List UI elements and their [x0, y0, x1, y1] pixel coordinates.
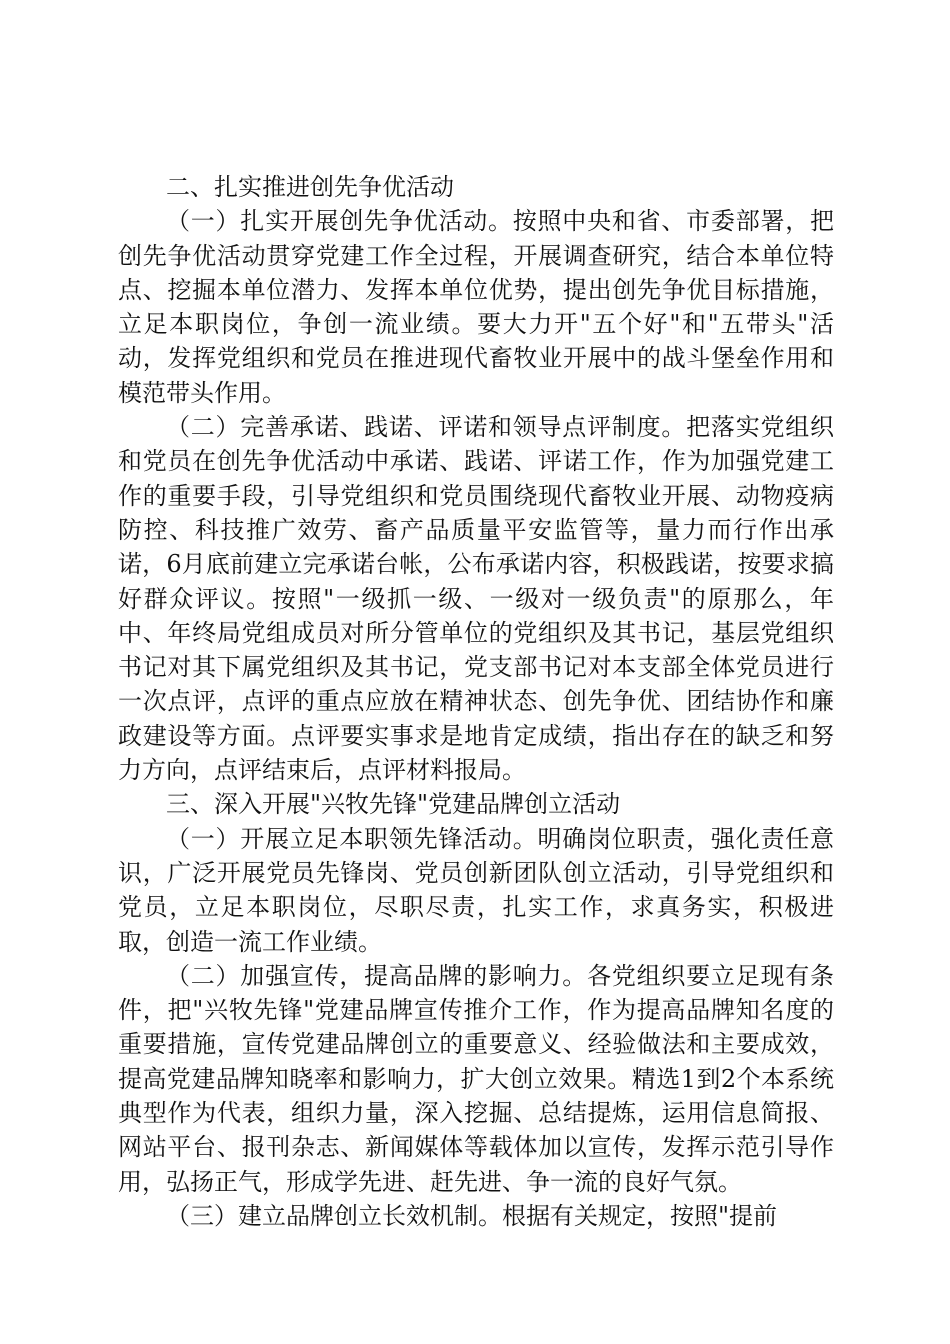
paragraph-2-2: （二）完善承诺、践诺、评诺和领导点评制度。把落实党组织和党员在创先争优活动中承诺、践诺、评诺工作，作为加强党建工作的重要手段，引导党组织和党员围绕现代畜牧业开展、动物疫病防控、科技推广效劳、畜产品质量平安监管等，量力而行作出承诺，6月底前建立完承诺台帐，公布承诺内容，积极践诺，按要求搞好群众评议。按照"一级抓一级、一级对一级负责"的原那么，年中、年终局党组成员对所分管单位的党组织及其书记，基层党组织书记对其下属党组织及其书记，党支部书记对本支部全体党员进行一次点评，点评的重点应放在精神状态、创先争优、团结协作和廉政建设等方面。点评要实事求是地肯定成绩，指出存在的缺乏和努力方向，点评结束后，点评材料报局。	[118, 413, 834, 785]
paragraph-3-2: （二）加强宣传，提高品牌的影响力。各党组织要立足现有条件，把"兴牧先锋"党建品牌宣传推介工作，作为提高品牌知名度的重要措施，宣传党建品牌创立的重要意义、经验做法和主要成效，提高党建品牌知晓率和影响力，扩大创立效果。精选1到2个本系统典型作为代表，组织力量，深入挖掘、总结提炼，运用信息简报、网站平台、报刊杂志、新闻媒体等载体加以宣传，发挥示范引导作用，弘扬正气，形成学先进、赶先进、争一流的良好气氛。	[118, 961, 834, 1196]
section-heading-2: 二、扎实推进创先争优活动	[166, 173, 454, 201]
paragraph-3-1: （一）开展立足本职领先锋活动。明确岗位职责，强化责任意识，广泛开展党员先锋岗、党员创新团队创立活动，引导党组织和党员，立足本职岗位，尽职尽责，扎实工作，求真务实，积极进取，创造一流工作业绩。	[118, 824, 834, 956]
document-body	[118, 170, 834, 1233]
paragraph-3-3: （三）建立品牌创立长效机制。根据有关规定，按照"提前	[166, 1201, 778, 1230]
section-heading-3: 三、深入开展"兴牧先锋"党建品牌创立活动	[166, 790, 621, 819]
paragraph-2-1: （一）扎实开展创先争优活动。按照中央和省、市委部署，把创先争优活动贯穿党建工作全过程，开展调查研究，结合本单位特点、挖掘本单位潜力、发挥本单位优势，提出创先争优目标措施，立足本职岗位，争创一流业绩。要大力开"五个好"和"五带头"活动，发挥党组织和党员在推进现代畜牧业开展中的战斗堡垒作用和模范带头作用。	[118, 207, 834, 407]
